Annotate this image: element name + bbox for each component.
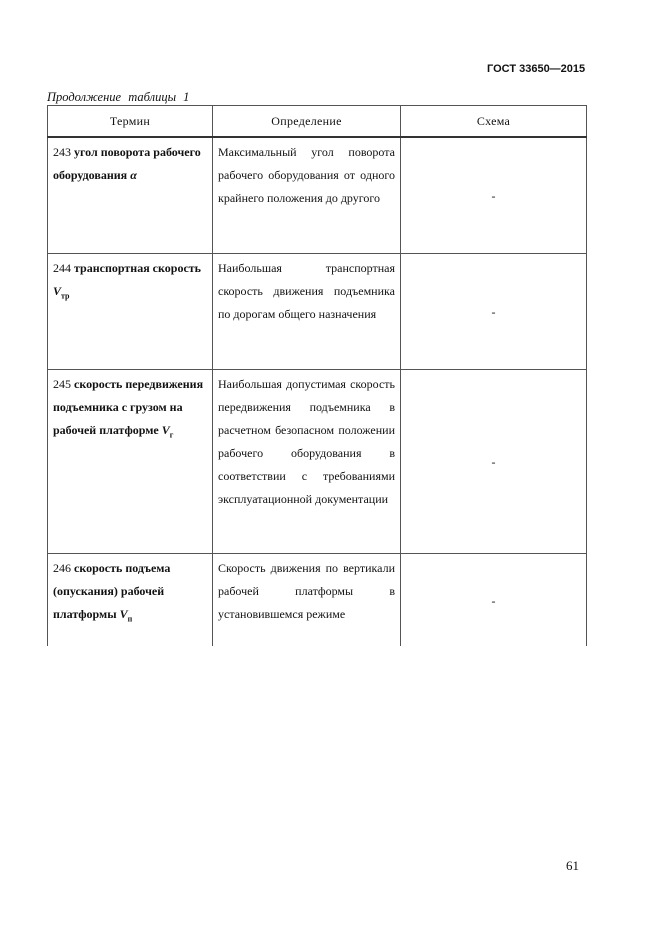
- term-cell: [48, 553, 213, 646]
- term-number: 245: [53, 376, 71, 391]
- term-symbol: V: [53, 283, 62, 298]
- table-row: [48, 369, 587, 553]
- term-cell: [48, 137, 213, 253]
- table-row: [48, 553, 587, 646]
- term-symbol: V: [119, 606, 128, 621]
- scheme-cell: -: [401, 553, 587, 646]
- term-name: транспортная скорость: [74, 260, 202, 275]
- table-caption: Продолжение таблицы 1: [47, 90, 190, 104]
- definition-cell: Скорость движения по вертикали рабочей платформы в установившемся режиме: [213, 553, 401, 646]
- table-row: [48, 137, 587, 253]
- table-row: [48, 253, 587, 369]
- term-name: скорость подъема (опускания) рабочей платформы: [53, 560, 171, 621]
- scheme-cell: -: [401, 137, 587, 253]
- page-number: 61: [566, 858, 579, 873]
- table-header-row: [48, 106, 587, 138]
- term-symbol: α: [130, 168, 137, 182]
- definition-cell: Наибольшая допустимая скорость передвижения подъемника в расчетном безопасном положении рабочего оборудования в соответствии с требованиями эксплуатационной документации: [213, 369, 401, 553]
- term-number: 246: [53, 560, 71, 575]
- term-symbol: V: [161, 422, 170, 437]
- column-header-term: Термин: [48, 106, 213, 138]
- term-symbol-subscript: г: [169, 429, 174, 439]
- term-symbol-subscript: тр: [61, 290, 70, 300]
- standard-designation: ГОСТ 33650—2015: [487, 63, 586, 75]
- terms-table: [47, 105, 587, 646]
- definition-cell: Максимальный угол поворота рабочего оборудования от одного крайнего положения до другого: [213, 137, 401, 253]
- term-cell: [48, 369, 213, 553]
- scheme-cell: -: [401, 369, 587, 553]
- term-name: угол поворота рабочего оборудования: [53, 145, 201, 182]
- term-number: 243: [53, 145, 71, 159]
- column-header-scheme: Схема: [401, 106, 587, 138]
- scheme-cell: -: [401, 253, 587, 369]
- term-number: 244: [53, 260, 71, 275]
- term-symbol-subscript: п: [127, 613, 133, 623]
- term-cell: [48, 253, 213, 369]
- column-header-definition: Определение: [213, 106, 401, 138]
- definition-cell: Наибольшая транспортная скорость движения подъемника по дорогам общего назначения: [213, 253, 401, 369]
- term-name: скорость передвижения подъемника с грузом на рабочей платформе: [53, 376, 204, 437]
